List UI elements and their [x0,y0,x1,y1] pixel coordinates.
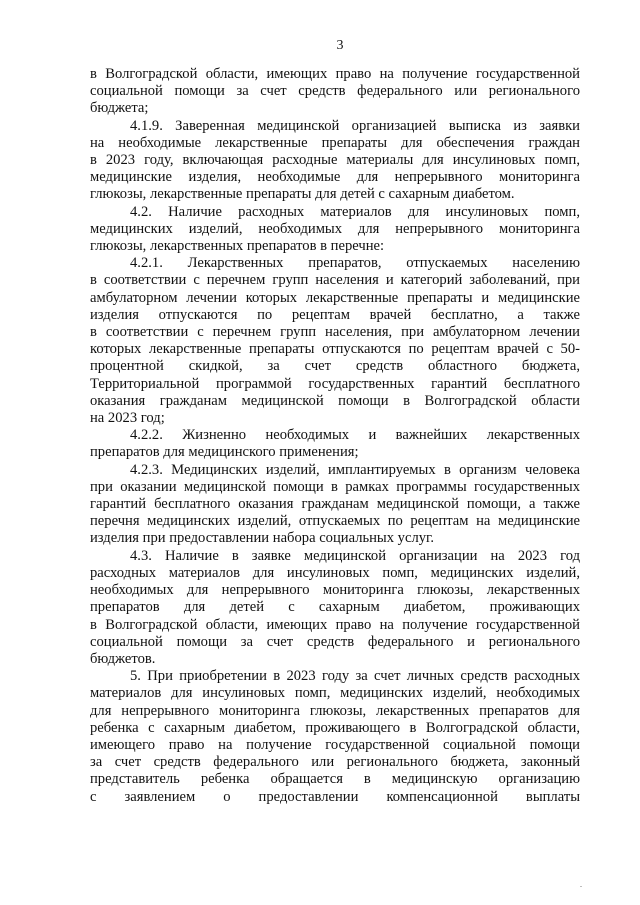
text-line: бюджета; [90,100,149,117]
text-line: в Волгоградской области, имеющих право на получение государственной [90,66,580,82]
text-line: представитель ребенка обращается в медицинскую организацию [90,771,580,788]
paragraph-p-4-2 [90,204,580,256]
page-number: 3 [336,38,344,53]
text-line: процентной скидкой, за счет средств областного бюджета, [90,358,580,375]
text-line: социальной помощи за счет средств федерального или регионального [90,83,580,100]
paragraph-p-4-3 [90,548,580,668]
text-line: Территориальной программой государственных гарантий бесплатного [90,375,580,392]
text-line: 5. При приобретении в 2023 году за счет личных средств расходных [130,668,580,685]
text-line: 4.2.2. Жизненно необходимых и важнейших лекарственных [130,427,580,444]
text-line: которых лекарственные препараты отпускаются по рецептам врачей с 50- [90,341,580,358]
text-line: на 2023 год; [90,410,165,427]
text-line: изделия при предоставлении набора социальных услуг. [90,530,435,547]
paragraph-p-5 [90,668,580,806]
text-line: 4.3. Наличие в заявке медицинской организации на 2023 год [130,547,580,564]
text-line: социальной помощи за счет средств федерального и регионального [90,633,580,650]
text-line: ребенка с сахарным диабетом, проживающего в Волгоградской области, [90,719,580,736]
document-body [90,66,580,806]
text-line: в соответствии с перечнем групп населения и категорий заболеваний, при [90,272,580,289]
text-line: для непрерывного мониторинга глюкозы, лекарственных препаратов для [90,702,580,719]
text-line: на необходимые лекарственные препараты для обеспечения граждан [90,134,580,151]
text-line: 4.2.1. Лекарственных препаратов, отпускаемых населению [130,255,580,272]
paragraph-p-4-2-1 [90,255,580,427]
text-line: в соответствии с перечнем групп населения, при амбулаторном лечении [90,324,580,341]
text-line: 4.2.3. Медицинских изделий, имплантируемых в организм человека [130,461,580,478]
text-line: препаратов для детей с сахарным диабетом, проживающих [90,599,580,616]
text-line: в 2023 году, включающая расходные материалы для инсулиновых помп, [90,152,580,169]
text-line: медицинских изделий, необходимых для непрерывного мониторинга [90,220,580,237]
text-line: с заявлением о предоставлении компенсационной выплаты [90,788,580,805]
paragraph-p-continued [90,66,580,118]
text-line: материалов для инсулиновых помп, медицинских изделий, необходимых [90,685,580,702]
text-line: при оказании медицинской помощи в рамках программы государственных [90,478,580,495]
text-line: медицинские изделия, необходимые для непрерывного мониторинга [90,169,580,186]
text-line: препаратов для медицинского применения; [90,444,359,461]
text-line: расходных материалов для инсулиновых помп, медицинских изделий, [90,564,580,581]
text-line: в Волгоградской области, имеющих право на получение государственной [90,616,580,633]
text-line: перечня медицинских изделий, отпускаемых по рецептам на медицинские [90,513,580,530]
text-line: оказания гражданам медицинской помощи в Волгоградской области [90,392,580,409]
text-line: имеющего право на получение государственной социальной помощи [90,736,580,753]
paragraph-p-4-2-2 [90,427,580,461]
text-line: глюкозы, лекарственные препараты для детей с сахарным диабетом. [90,186,515,203]
text-line: 4.1.9. Заверенная медицинской организацией выписка из заявки [130,117,580,134]
paragraph-p-4-2-3 [90,462,580,548]
corner-mark: . [580,880,582,889]
text-line: амбулаторном лечении которых лекарственные препараты и медицинские [90,289,580,306]
text-line: за счет средств федерального или регионального бюджета, законный [90,754,580,771]
text-line: гарантий бесплатного оказания гражданам медицинской помощи, а также [90,496,580,513]
text-line: глюкозы, лекарственных препаратов в перечне: [90,238,385,255]
text-line: бюджетов. [90,650,156,667]
paragraph-p-4-1-9 [90,118,580,204]
text-line: изделия отпускаются по рецептам врачей бесплатно, а также [90,306,580,323]
text-line: 4.2. Наличие расходных материалов для инсулиновых помп, [130,203,580,220]
text-line: необходимых для непрерывного мониторинга глюкозы, лекарственных [90,582,580,599]
